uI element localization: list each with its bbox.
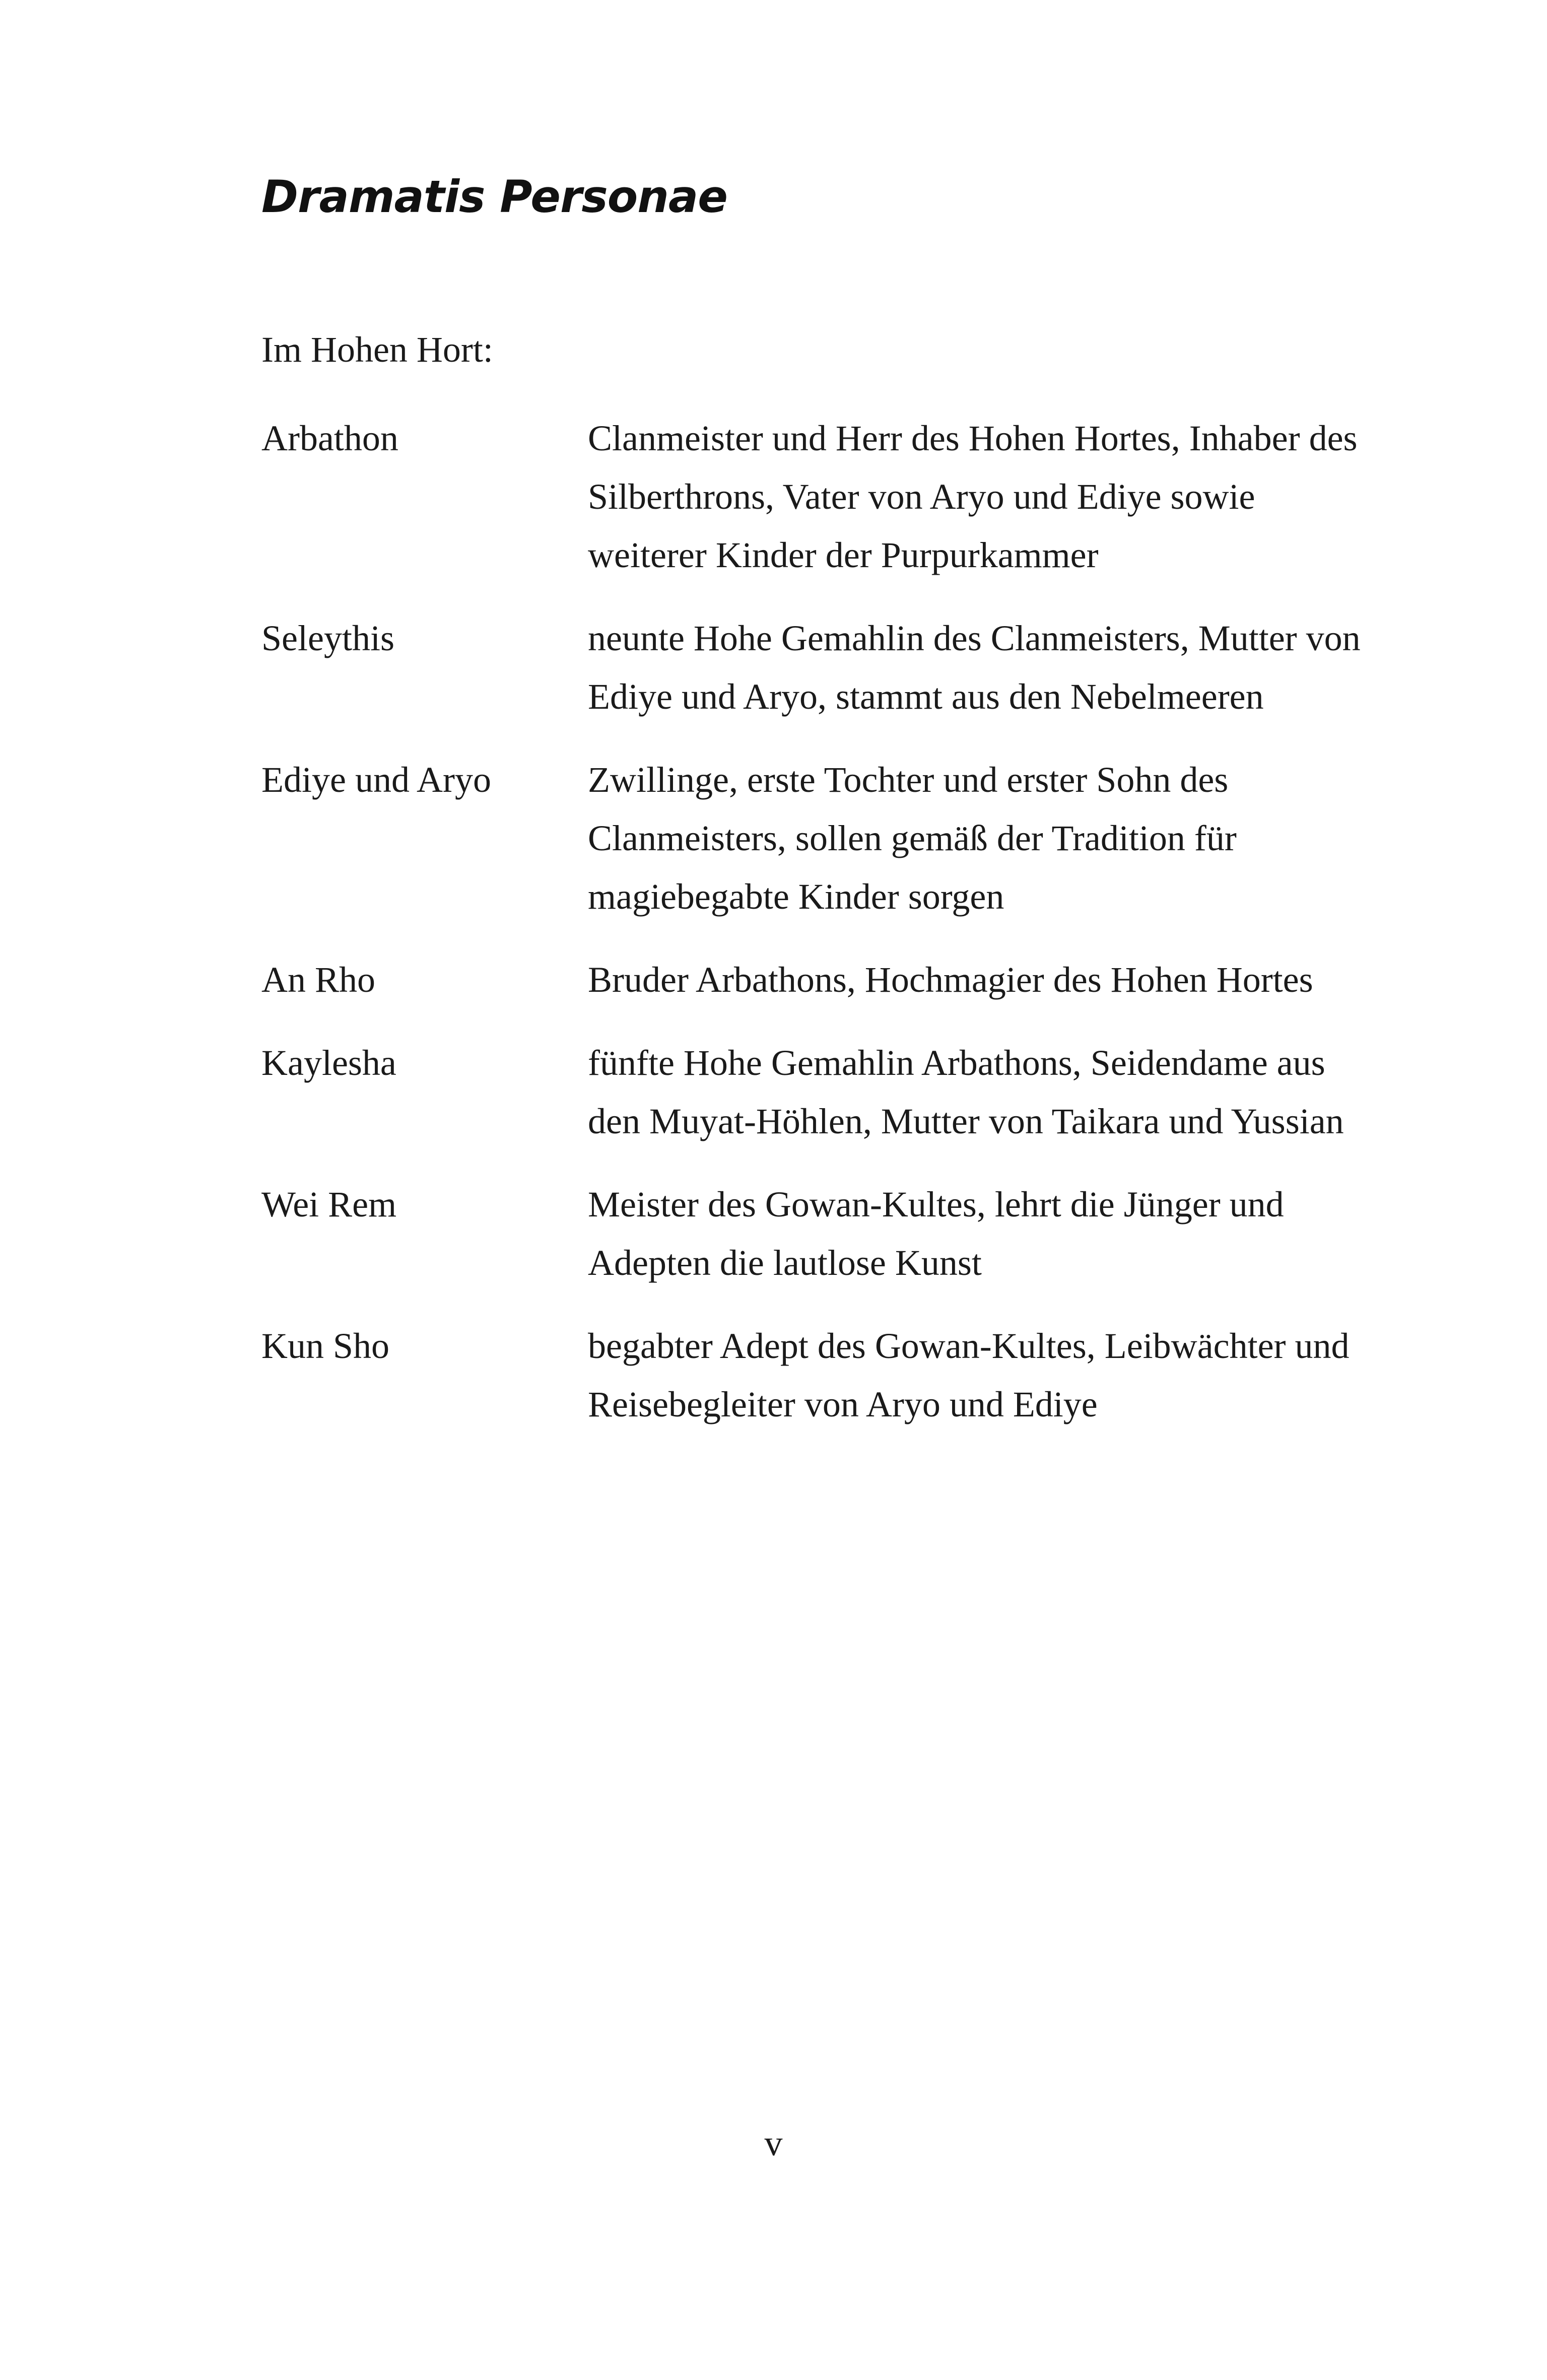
character-name: Kun Sho bbox=[261, 1326, 390, 1366]
character-name: Wei Rem bbox=[261, 1184, 397, 1225]
character-description: Clanmeister und Herr des Hohen Hortes, Inhaber des Silberthrons, Vater von Aryo und Ediye sowie weiterer Kinder der Purpurkammer bbox=[588, 418, 1358, 575]
cast-entry-seleythis bbox=[261, 609, 1395, 726]
cast-entry-arbathon bbox=[261, 409, 1395, 584]
cast-list bbox=[261, 409, 1395, 1458]
character-description: Meister des Gowan-Kultes, lehrt die Jünger und Adepten die lautlose Kunst bbox=[588, 1184, 1284, 1283]
character-description: Zwillinge, erste Tochter und erster Sohn des Clanmeisters, sollen gemäß der Tradition für magiebegabte Kinder sorgen bbox=[588, 760, 1237, 917]
character-description: neunte Hohe Gemahlin des Clanmeisters, Mutter von Ediye und Aryo, stammt aus den Nebelmeeren bbox=[588, 618, 1361, 717]
cast-entry-wei-rem bbox=[261, 1175, 1395, 1292]
character-description: Bruder Arbathons, Hochmagier des Hohen Hortes bbox=[588, 960, 1313, 1000]
page-number: v bbox=[764, 2123, 783, 2163]
character-name: Arbathon bbox=[261, 418, 398, 458]
section-label: Im Hohen Hort: bbox=[261, 329, 493, 370]
cast-entry-kaylesha bbox=[261, 1034, 1395, 1150]
cast-entry-an-rho bbox=[261, 950, 1395, 1009]
cast-entry-ediye-und-aryo bbox=[261, 751, 1395, 926]
character-description: begabter Adept des Gowan-Kultes, Leibwächter und Reisebegleiter von Aryo und Ediye bbox=[588, 1326, 1350, 1424]
page-title: Dramatis Personae bbox=[261, 171, 727, 223]
character-name: Seleythis bbox=[261, 618, 394, 658]
character-name: Ediye und Aryo bbox=[261, 760, 491, 800]
cast-entry-kun-sho bbox=[261, 1317, 1395, 1434]
character-name: An Rho bbox=[261, 960, 376, 1000]
character-name: Kaylesha bbox=[261, 1043, 396, 1083]
character-description: fünfte Hohe Gemahlin Arbathons, Seidendame aus den Muyat-Höhlen, Mutter von Taikara und Yussian bbox=[588, 1043, 1344, 1141]
